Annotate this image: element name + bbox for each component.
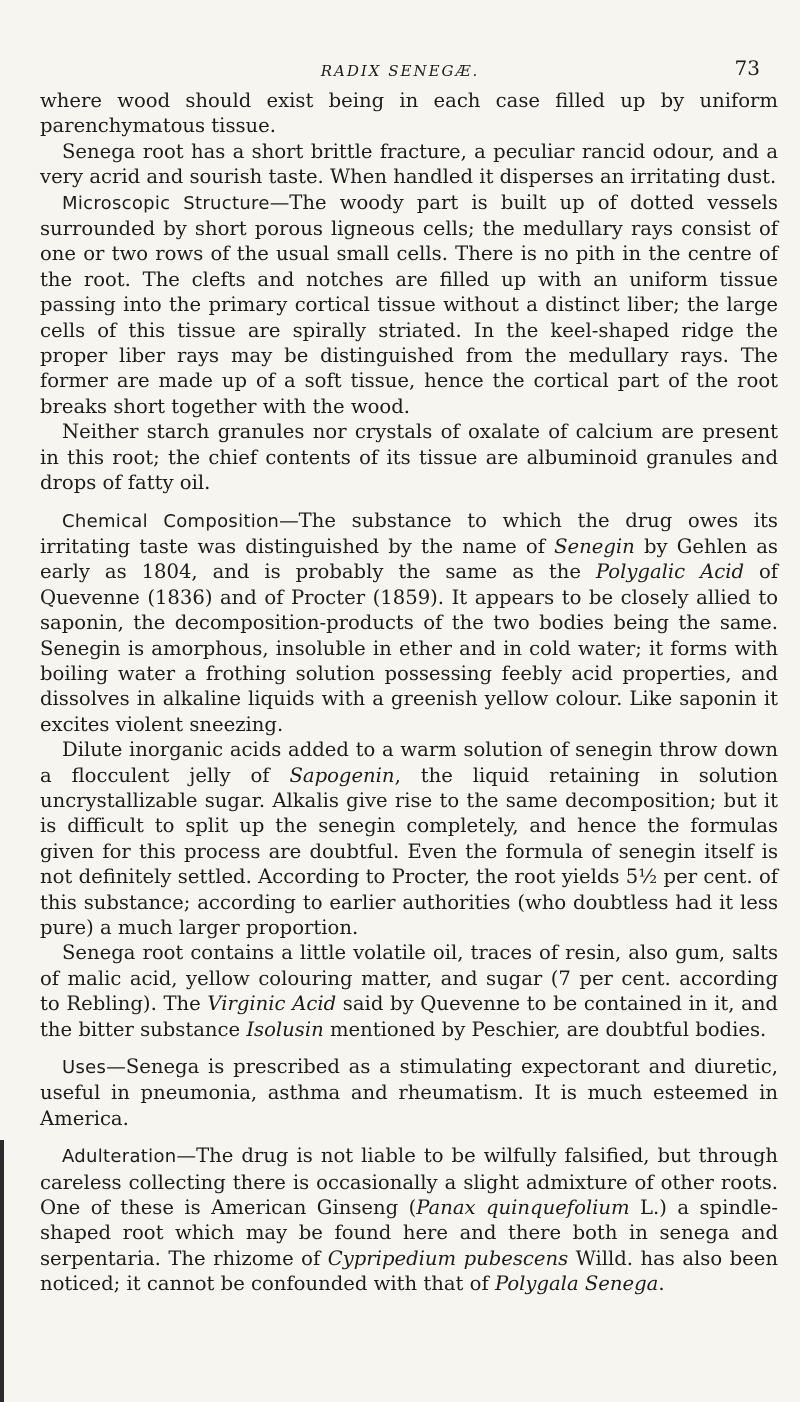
paragraph-fracture-odour: Senega root has a short brittle fracture, a peculiar rancid odour, and a very acrid and sourish taste. When handled it disperses an irritating dust.	[40, 139, 778, 189]
dilute-acids-text-b: , the liquid retaining in solution uncrystallizable sugar. Alkalis give rise to the same decomposition; but it is difficult to split up the senegin completely, and hence the formulas given for this process are doubtful. Even the formula of senegin itself is not definitely settled. According to Procter, the root yields 5½ per cent. of this substance; according to earlier authorities (who doubtless had it less pure) a much larger proportion.	[40, 763, 778, 939]
term-virginic-acid: Virginic Acid	[207, 992, 337, 1016]
heading-microscopic-structure: Microscopic Structure	[62, 192, 270, 214]
chemical-text-c: of Quevenne (1836) and of Procter (1859). It appears to be closely allied to saponin, the decomposition-products of the two bodies being the same. Senegin is amorphous, insoluble in ether and in cold water; it forms with boiling water a frothing solution possessing feebly acid properties, and dissolves in alkaline liquids with a greenish yellow colour. Like saponin it excites violent sneezing.	[40, 560, 778, 736]
paragraph-continuation: where wood should exist being in each case filled up by uniform parenchymatous tissue.	[40, 89, 778, 138]
paragraph-starch-granules: Neither starch granules nor crystals of oxalate of calcium are present in this root; the chief contents of its tissue are albuminoid granules and drops of fatty oil.	[40, 420, 778, 495]
uses-text: —Senega is prescribed as a stimulating expectorant and diuretic, useful in pneumonia, asthma and rheumatism. It is much esteemed in America.	[40, 1055, 778, 1130]
term-senegin: Senegin	[554, 534, 635, 558]
chemical-text-b: by Gehlen as early as 1804, and is probably the same as the	[40, 534, 778, 584]
adulteration-text-d: .	[658, 1272, 665, 1296]
adulteration-text-b: L.) a spindle-shaped root which may be found here and there both in senega and serpentaria. The rhizome of	[40, 1196, 778, 1270]
page-edge-shadow	[0, 1140, 4, 1402]
microscopic-structure-text: —The woody part is built up of dotted vessels surrounded by short porous ligneous cells; the medullary rays consist of one or two rows of the usual small cells. There is no pith in the centre of the root. The clefts and notches are filled up with an uniform tissue passing into the primary cortical tissue without a distinct liber; the large cells of this tissue are spirally striated. In the keel-shaped ridge the proper liber rays may be distinguished from the medullary rays. The former are made up of a soft tissue, hence the cortical part of the root breaks short together with the wood.	[40, 190, 778, 418]
chemical-text-a: —The substance to which the drug owes its irritating taste was distinguished by the name of	[40, 508, 778, 558]
term-isolusin: Isolusin	[246, 1017, 324, 1041]
term-cypripedium-pubescens: Cypripedium pubescens	[327, 1246, 569, 1270]
dilute-acids-text-a: Dilute inorganic acids added to a warm solution of senegin throw down a flocculent jelly of	[40, 738, 778, 787]
page-number: 73	[734, 56, 760, 80]
term-sapogenin: Sapogenin	[289, 763, 395, 787]
heading-uses: Uses	[62, 1057, 107, 1079]
section-uses	[40, 1054, 778, 1131]
running-title: RADIX SENEGÆ.	[320, 62, 480, 80]
term-polygala-senega: Polygala Senega	[494, 1272, 659, 1296]
heading-adulteration: Adulteration	[62, 1146, 177, 1168]
term-panax-quinquefolium: Panax quinquefolium	[416, 1196, 630, 1220]
contents-text-c: mentioned by Peschier, are doubtful bodies.	[323, 1017, 767, 1041]
page-body	[40, 88, 778, 1297]
term-polygalic-acid: Polygalic Acid	[595, 560, 745, 584]
paragraph-dilute-acids	[40, 737, 778, 940]
contents-text-b: said by Quevenne to be contained in it, and the bitter substance	[40, 992, 778, 1041]
adulteration-text-c: Willd. has also been noticed; it cannot be confounded with that of	[40, 1246, 778, 1296]
adulteration-text-a: —The drug is not liable to be wilfully falsified, but through careless collecting there is occasionally a slight admixture of other roots. One of these is American Ginseng (	[40, 1144, 778, 1220]
paragraph-senega-contents	[40, 940, 778, 1042]
section-chemical-composition	[40, 508, 778, 738]
heading-chemical-composition: Chemical Composition	[62, 510, 280, 532]
section-microscopic-structure	[40, 190, 778, 420]
section-adulteration	[40, 1143, 778, 1296]
contents-text-a: Senega root contains a little volatile oil, traces of resin, also gum, salts of malic acid, yellow colouring matter, and sugar (7 per cent. according to Rebling). The	[40, 941, 778, 1016]
